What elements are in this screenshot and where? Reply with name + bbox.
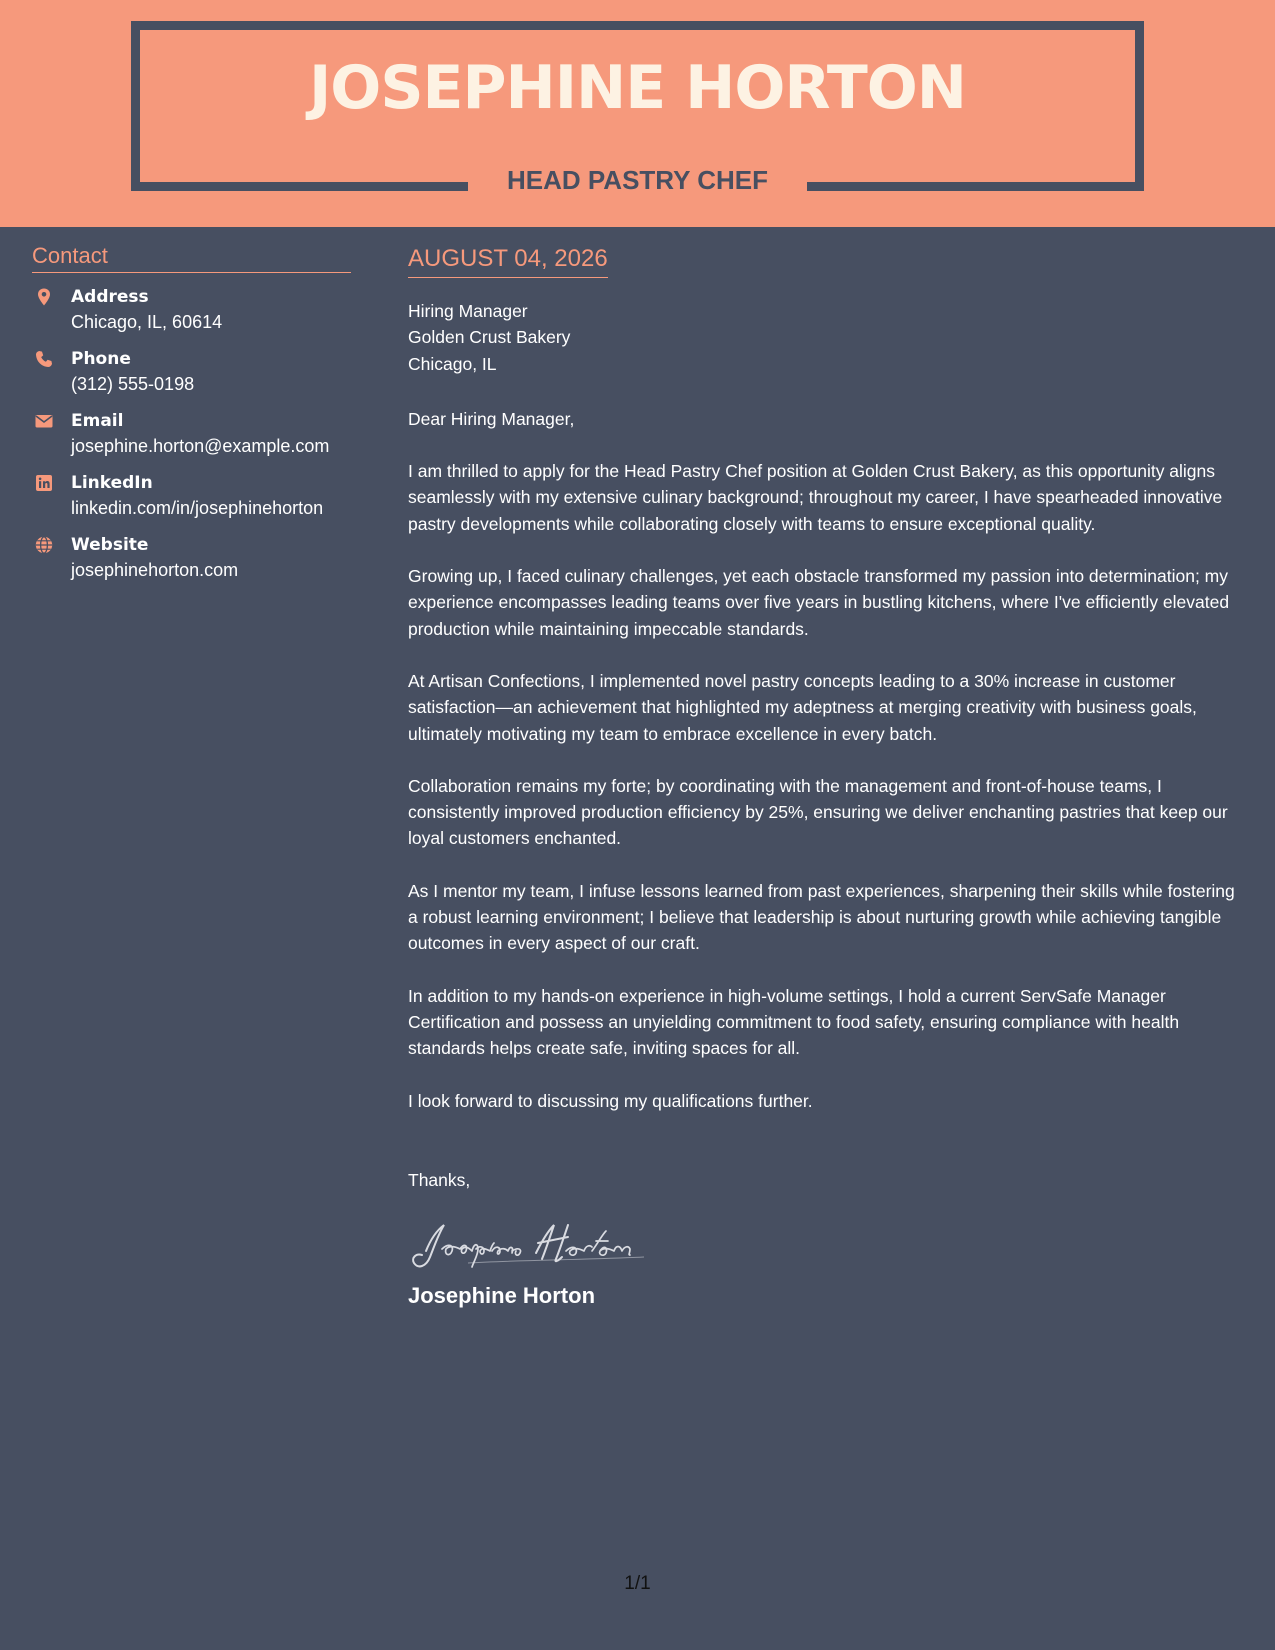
contact-email (32, 409, 351, 459)
closing: Thanks, (408, 1169, 471, 1190)
map-pin-icon (34, 287, 54, 307)
letter-paragraph: Collaboration remains my forte; by coordinating with the management and front-of-house teams, I consistently improved production efficiency by 25%, ensuring we deliver enchanting pastries that keep our loyal customers enchanted. (408, 775, 1228, 849)
contact-value: josephinehorton.com (71, 560, 239, 580)
letter-date: AUGUST 04, 2026 (408, 245, 608, 272)
date-underline (408, 245, 608, 278)
contact-label: Email (71, 411, 124, 431)
letter-paragraph: At Artisan Confections, I implemented novel pastry concepts leading to a 30% increase in customer satisfaction—an achievement that highlighted my adeptness at merging creativity with business goals, ultimately motivating my team to embrace excellence in every batch. (408, 670, 1197, 744)
contact-address (32, 285, 351, 335)
contact-value: linkedin.com/in/josephinehorton (71, 498, 324, 518)
contact-value: Chicago, IL, 60614 (71, 312, 223, 332)
contact-sidebar (32, 242, 351, 595)
letter-body (408, 245, 1248, 1311)
contact-label: Address (71, 287, 149, 307)
job-title: HEAD PASTRY CHEF (507, 165, 768, 195)
salutation: Dear Hiring Manager, (408, 408, 575, 429)
contact-value: (312) 555-0198 (71, 374, 195, 394)
signer-name: Josephine Horton (408, 1283, 596, 1309)
recipient-line: Golden Crust Bakery (408, 327, 571, 348)
page-number: 1/1 (624, 1573, 651, 1594)
applicant-name: JOSEPHINE HORTON (308, 53, 966, 123)
contact-website (32, 533, 351, 583)
header-banner (0, 0, 1275, 227)
letter-paragraph: As I mentor my team, I infuse lessons learned from past experiences, sharpening their skills while fostering a robust learning environment; I believe that leadership is about nurturing growth while achieving tangible outcomes in every aspect of our craft. (408, 880, 1235, 954)
contact-label: Website (71, 535, 149, 555)
signature-image (408, 1213, 678, 1275)
contact-heading: Contact (32, 242, 351, 273)
recipient-block (408, 298, 1248, 377)
contact-linkedin (32, 471, 351, 521)
recipient-line: Chicago, IL (408, 353, 497, 374)
letter-paragraph: I am thrilled to apply for the Head Pastry Chef position at Golden Crust Bakery, as this opportunity aligns seamlessly with my extensive culinary background; throughout my career, I have spearheaded innovative pastry developments while collaborating closely with teams to ensure exceptional quality. (408, 461, 1223, 534)
letter-paragraph: Growing up, I faced culinary challenges, yet each obstacle transformed my passion into determination; my experience encompasses leading teams over five years in bustling kitchens, where I've efficiently elevated production while maintaining impeccable standards. (408, 566, 1230, 639)
contact-value: josephine.horton@example.com (71, 436, 330, 456)
recipient-line: Hiring Manager (408, 301, 528, 321)
handwritten-signature (408, 1213, 1248, 1275)
contact-label: Phone (71, 349, 131, 369)
linkedin-icon (34, 473, 54, 493)
contact-phone (32, 347, 351, 397)
phone-icon (34, 349, 54, 369)
letter-paragraph: I look forward to discussing my qualifications further. (408, 1090, 813, 1111)
letter-paragraph: In addition to my hands-on experience in high-volume settings, I hold a current ServSafe Manager Certification and possess an unyielding commitment to food safety, ensuring compliance with health standards helps create safe, inviting spaces for all. (408, 985, 1180, 1059)
globe-icon (34, 535, 54, 555)
contact-label: LinkedIn (71, 473, 153, 493)
envelope-icon (34, 411, 54, 431)
